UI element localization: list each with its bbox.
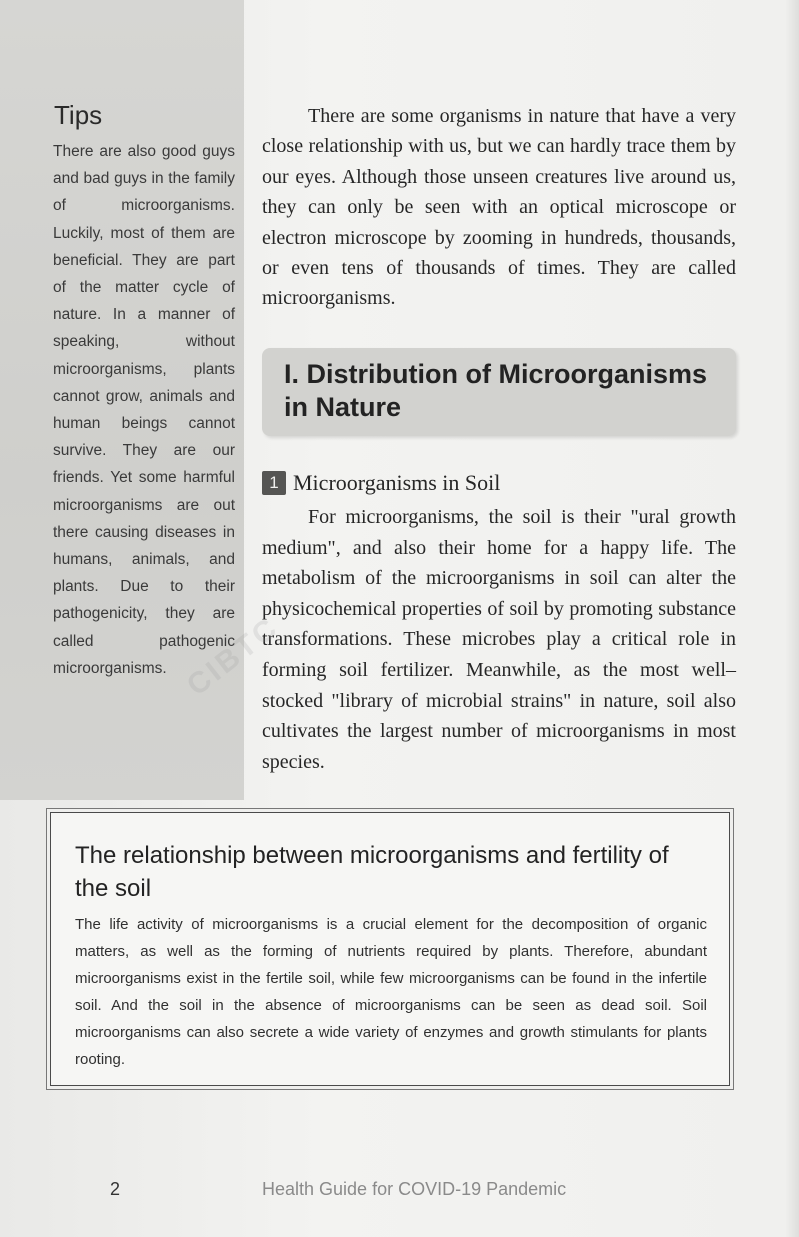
tips-heading: Tips <box>54 100 103 130</box>
running-footer-title: Health Guide for COVID-19 Pandemic <box>262 1179 567 1199</box>
tips-text: There are also good guys and bad guys in the family of microorganisms. Luckily, most of them are beneficial. They are part of the matter cycle of nature. In a manner of speaking, without microorganisms, plants cannot grow, animals and human beings cannot survive. They are our friends. Yet some harmful microorganisms are out there causing diseases in humans, animals, and plants. Due to their pathogenicity, they are called pathogenic microorganisms. <box>53 143 235 677</box>
section-heading-box <box>262 348 736 436</box>
publisher-watermark: CIBTC <box>180 610 286 703</box>
subsection-number-badge: 1 <box>262 471 286 495</box>
info-box-title: The relationship between microorganisms and fertility of the soil <box>75 842 669 902</box>
subsection-heading <box>262 470 500 496</box>
section-title: I. Distribution of Microorganisms in Nature <box>284 359 708 422</box>
page-edge-shadow <box>785 0 799 1237</box>
soil-paragraph: For microorganisms, the soil is their "ural growth medium", and also their home for a happy life. The metabolism of the microorganisms in soil can alter the physicochemical properties of soil by promoting substance transformations. These microbes play a critical role in forming soil fertilizer. Meanwhile, as the most well–stocked "library of microbial strains" in nature, soil also cultivates the largest number of microorganisms in most species. <box>262 506 736 773</box>
info-box <box>50 812 730 1086</box>
page-number: 2 <box>110 1179 121 1199</box>
intro-paragraph: There are some organisms in nature that have a very close relationship with us, but we can hardly trace them by our eyes. Although those unseen creatures live around us, they can only be seen with an optical microscope or electron microscope by zooming in hundreds, thousands, or even tens of thousands of times. They are called microorganisms. <box>262 105 736 310</box>
info-box-text: The life activity of microorganisms is a crucial element for the decomposition of organic matters, as well as the forming of nutrients required by plants. Therefore, abundant microorganisms exist in the fertile soil, while few microorganisms can be found in the infertile soil. And the soil in the absence of microorganisms can be seen as dead soil. Soil microorganisms can also secrete a wide variety of enzymes and growth stimulants for plants rooting. <box>75 916 707 1068</box>
subsection-title: Microorganisms in Soil <box>293 470 501 495</box>
